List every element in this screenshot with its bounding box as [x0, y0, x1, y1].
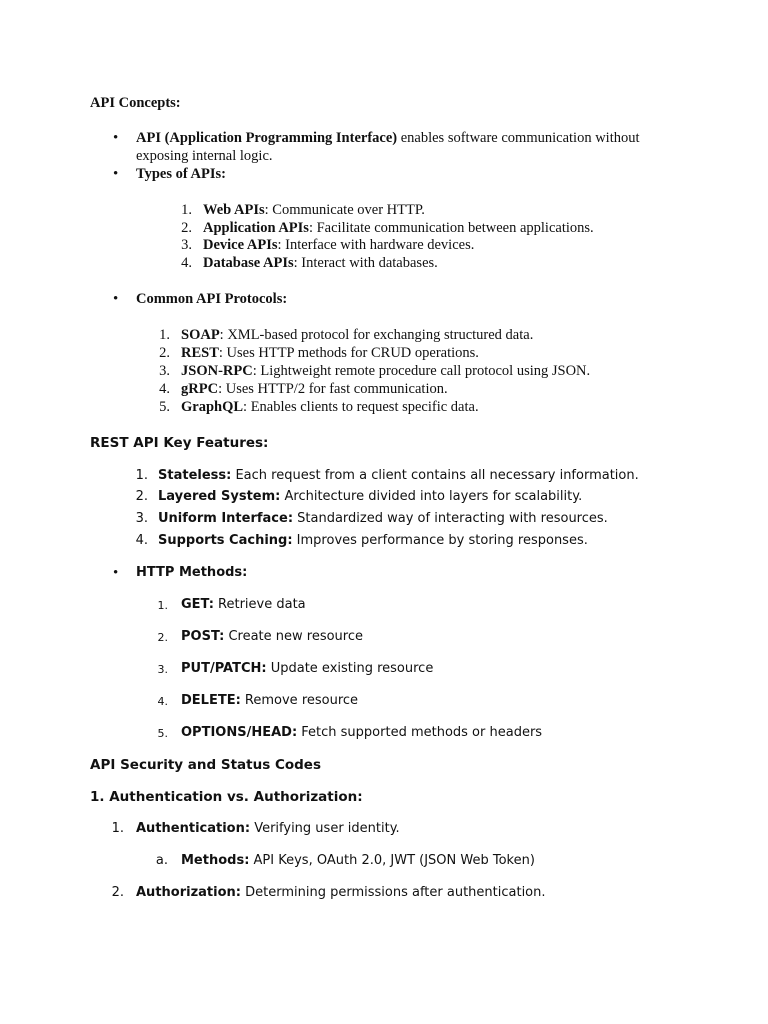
list-number: 2. [159, 345, 170, 361]
api-definition-line2: exposing internal logic. [136, 148, 273, 164]
list-item: Methods: API Keys, OAuth 2.0, JWT (JSON Web Token) [181, 853, 535, 868]
bullet-dot: • [113, 291, 119, 307]
list-item: gRPC: Uses HTTP/2 for fast communication. [181, 381, 448, 397]
list-item: JSON-RPC: Lightweight remote procedure call protocol using JSON. [181, 363, 591, 379]
list-item: Layered System: Architecture divided into layers for scalability. [158, 489, 583, 504]
list-number: 4. [135, 533, 148, 548]
list-number: 5. [159, 399, 170, 415]
list-number: 4. [181, 255, 192, 271]
list-item: Web APIs: Communicate over HTTP. [203, 202, 425, 218]
section-heading-api-concepts: API Concepts: [90, 95, 181, 111]
api-definition-line1: API (Application Programming Interface) enables software communication without [136, 130, 640, 146]
bullet-dot: • [113, 565, 119, 581]
list-item: GET: Retrieve data [181, 597, 306, 612]
list-number: 1. [111, 821, 124, 836]
list-item: Database APIs: Interact with databases. [203, 255, 438, 271]
list-item: POST: Create new resource [181, 629, 364, 644]
list-item: Authorization: Determining permissions after authentication. [136, 885, 546, 900]
list-number: 3. [159, 363, 170, 379]
list-letter: a. [155, 853, 168, 868]
list-item: Supports Caching: Improves performance by storing responses. [158, 533, 588, 548]
list-item: PUT/PATCH: Update existing resource [181, 661, 434, 676]
subheading-auth: 1. Authentication vs. Authorization: [90, 789, 363, 805]
list-number: 5. [157, 727, 168, 740]
list-item: REST: Uses HTTP methods for CRUD operations. [181, 345, 479, 361]
section-heading-security: API Security and Status Codes [90, 757, 322, 773]
bullet-dot: • [113, 130, 119, 146]
list-number: 3. [135, 511, 148, 526]
list-number: 4. [159, 381, 170, 397]
list-item: Application APIs: Facilitate communication between applications. [203, 220, 594, 236]
list-number: 1. [135, 468, 148, 483]
bullet-dot: • [113, 166, 119, 182]
list-item: DELETE: Remove resource [181, 693, 359, 708]
api-term: API (Application Programming Interface) [136, 130, 398, 146]
common-protocols-label: Common API Protocols: [136, 291, 288, 307]
list-item: SOAP: XML-based protocol for exchanging structured data. [181, 327, 534, 343]
list-item: Device APIs: Interface with hardware devices. [203, 237, 475, 253]
list-item: OPTIONS/HEAD: Fetch supported methods or headers [181, 725, 543, 740]
list-number: 1. [181, 202, 192, 218]
list-number: 4. [157, 695, 168, 708]
list-item: GraphQL: Enables clients to request specific data. [181, 399, 479, 415]
list-number: 2. [111, 885, 124, 900]
list-number: 2. [135, 489, 148, 504]
list-number: 2. [157, 631, 168, 644]
list-number: 1. [159, 327, 170, 343]
list-item: Authentication: Verifying user identity. [136, 821, 400, 836]
list-number: 2. [181, 220, 192, 236]
types-of-apis-label: Types of APIs: [136, 166, 226, 182]
section-heading-rest-features: REST API Key Features: [90, 435, 269, 451]
list-item: Uniform Interface: Standardized way of interacting with resources. [158, 511, 608, 526]
list-number: 3. [181, 237, 192, 253]
list-number: 3. [157, 663, 168, 676]
list-number: 1. [157, 599, 168, 612]
list-item: Stateless: Each request from a client contains all necessary information. [158, 468, 639, 483]
http-methods-label: HTTP Methods: [136, 565, 248, 580]
